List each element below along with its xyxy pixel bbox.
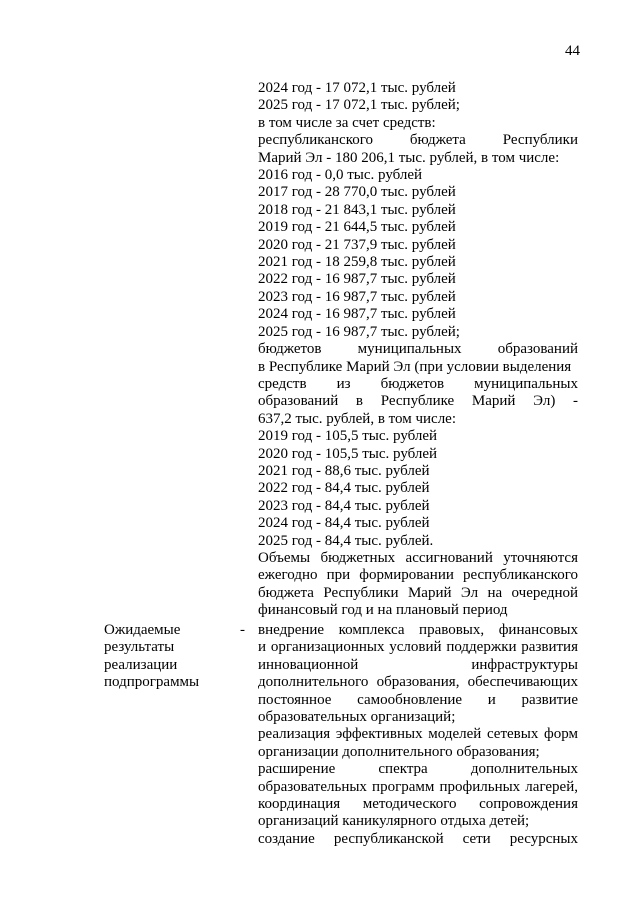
republic-year-line: 2017 год - 28 770,0 тыс. рублей: [258, 184, 456, 201]
result-line: постоянное самообновление и развитие: [258, 691, 578, 708]
result-line: инновационной инфраструктуры: [258, 656, 578, 673]
result-line: создание республиканской сети ресурсных: [258, 830, 578, 847]
municipal-budget-heading: в Республике Марий Эл (при условии выделения: [258, 358, 572, 375]
result-line: организации дополнительного образования;: [258, 743, 540, 760]
republic-year-line: 2016 год - 0,0 тыс. рублей: [258, 167, 423, 184]
result-line: образовательных организаций;: [258, 709, 456, 726]
expected-results-label: [104, 622, 234, 692]
funding-section: [258, 80, 578, 620]
municipal-year-line: 2023 год - 84,4 тыс. рублей: [258, 497, 430, 514]
label-line: подпрограммы: [104, 674, 200, 691]
funding-line: 2025 год - 17 072,1 тыс. рублей;: [258, 97, 460, 114]
result-line: образовательных программ профильных лагерей,: [258, 778, 578, 795]
municipal-year-line: 2021 год - 88,6 тыс. рублей: [258, 462, 430, 479]
label-line: Ожидаемые: [104, 622, 181, 638]
municipal-year-line: 2025 год - 84,4 тыс. рублей.: [258, 532, 434, 549]
result-line: дополнительного образования, обеспечивающих: [258, 674, 578, 691]
republic-year-line: 2023 год - 16 987,7 тыс. рублей: [258, 288, 456, 305]
republic-year-line: 2020 год - 21 737,9 тыс. рублей: [258, 236, 456, 253]
municipal-budget-heading: средств из бюджетов муниципальных: [258, 375, 578, 392]
republic-year-line: 2021 год - 18 259,8 тыс. рублей: [258, 254, 456, 271]
expected-results-content: [258, 622, 578, 848]
municipal-year-line: 2024 год - 84,4 тыс. рублей: [258, 515, 430, 532]
funding-note: ежегодно при формировании республиканского: [258, 567, 578, 584]
republic-year-line: 2025 год - 16 987,7 тыс. рублей;: [258, 323, 460, 340]
result-line: и организационных условий поддержки развития: [258, 639, 578, 656]
republic-year-line: 2024 год - 16 987,7 тыс. рублей: [258, 306, 456, 323]
label-line: реализации: [104, 656, 178, 673]
republic-year-line: 2018 год - 21 843,1 тыс. рублей: [258, 201, 456, 218]
republic-budget-heading: республиканского бюджета Республики: [258, 132, 578, 149]
funding-line: в том числе за счет средств:: [258, 114, 436, 131]
result-line: расширение спектра дополнительных: [258, 761, 578, 778]
municipal-year-line: 2020 год - 105,5 тыс. рублей: [258, 445, 438, 462]
republic-year-line: 2019 год - 21 644,5 тыс. рублей: [258, 219, 456, 236]
funding-note: бюджета Республики Марий Эл на очередной: [258, 584, 578, 601]
result-line: реализация эффективных моделей сетевых форм: [258, 726, 578, 743]
label-dash: -: [240, 622, 245, 638]
republic-year-line: 2022 год - 16 987,7 тыс. рублей: [258, 271, 456, 288]
result-line: внедрение комплекса правовых, финансовых: [258, 622, 578, 638]
municipal-budget-heading: бюджетов муниципальных образований: [258, 341, 578, 358]
republic-budget-heading: Марий Эл - 180 206,1 тыс. рублей, в том числе:: [258, 149, 560, 166]
municipal-year-line: 2019 год - 105,5 тыс. рублей: [258, 428, 438, 445]
result-line: координация методического сопровождения: [258, 796, 578, 813]
funding-line: 2024 год - 17 072,1 тыс. рублей: [258, 80, 456, 96]
page-number: 44: [565, 43, 580, 59]
result-line: организаций каникулярного отдыха детей;: [258, 813, 530, 830]
funding-note: Объемы бюджетных ассигнований уточняются: [258, 549, 578, 566]
municipal-budget-heading: образований в Республике Марий Эл) -: [258, 393, 578, 410]
municipal-budget-heading: 637,2 тыс. рублей, в том числе:: [258, 410, 457, 427]
municipal-year-line: 2022 год - 84,4 тыс. рублей: [258, 480, 430, 497]
label-line: результаты: [104, 639, 175, 656]
funding-note: финансовый год и на плановый период: [258, 602, 508, 619]
